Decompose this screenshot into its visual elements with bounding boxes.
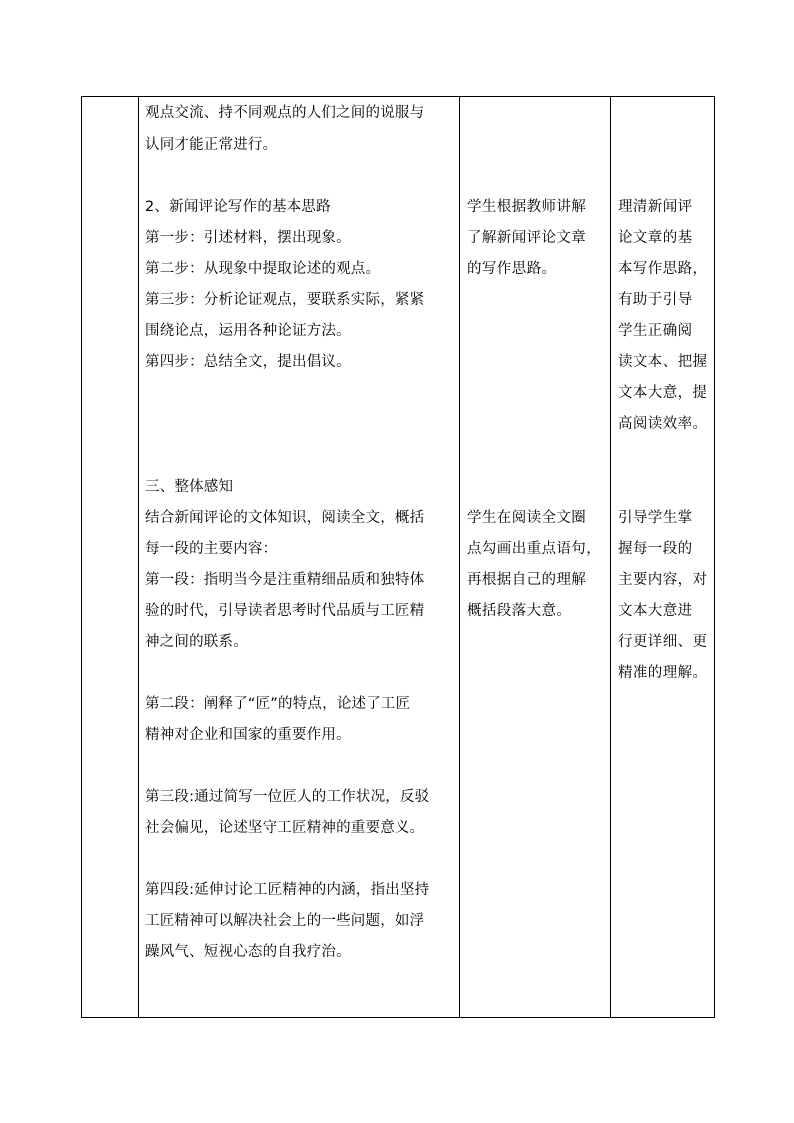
text-line: 高阅读效率。 [618,416,708,432]
student-activity-cell [467,97,607,1017]
text-line: 结合新闻评论的文体知识，阅读全文，概括 [145,510,425,526]
paragraph-summary-line: 第一段：指明当今是注重精细品质和独特体 [145,572,425,588]
text-line: 理清新闻评 [618,199,693,215]
step-line: 围绕论点，运用各种论证方法。 [145,323,351,339]
section-heading: 三、整体感知 [145,479,234,495]
text-line: 点勾画出重点语句， [467,541,602,557]
text-line: 再根据自己的理解 [467,572,587,588]
step-line: 第四步：总结全文，提出倡议。 [145,354,351,370]
paragraph-summary-line: 工匠精神可以解决社会上的一些问题，如浮 [145,913,425,929]
teaching-content-cell [145,97,455,1017]
paragraph-summary-line: 第二段：阐释了“匠”的特点，论述了工匠 [145,696,411,712]
text-line: 引导学生掌 [618,510,693,526]
text-line: 学生在阅读全文圈 [467,510,587,526]
column-divider [459,97,460,1017]
text-line: 论文章的基 [618,230,693,246]
paragraph-summary-line: 神之间的联系。 [145,634,248,650]
text-line: 主要内容，对 [618,572,708,588]
step-line: 第二步：从现象中提取论述的观点。 [145,261,381,277]
text-line: 文本大意，提 [618,385,708,401]
left-empty-cell [82,97,138,1017]
text-line: 学生根据教师讲解 [467,199,587,215]
text-line: 学生正确阅 [618,323,693,339]
paragraph-summary-line: 精神对企业和国家的重要作用。 [145,727,351,743]
text-line: 每一段的主要内容： [145,541,278,557]
text-line: 行更详细、更 [618,634,708,650]
column-divider [610,97,611,1017]
section-heading: 2、新闻评论写作的基本思路 [145,199,331,215]
text-line: 认同才能正常进行。 [145,137,278,153]
text-line: 了解新闻评论文章 [467,230,587,246]
text-line: 文本大意进 [618,603,693,619]
text-line: 观点交流、持不同观点的人们之间的说服与 [145,105,425,121]
text-line: 握每一段的 [618,541,693,557]
paragraph-summary-line: 社会偏见，论述坚守工匠精神的重要意义。 [145,820,425,836]
step-line: 第三步：分析论证观点，要联系实际，紧紧 [145,292,425,308]
paragraph-summary-line: 第四段:延伸讨论工匠精神的内涵，指出坚持 [145,882,430,898]
text-line: 读文本、把握 [618,354,708,370]
text-line: 的写作思路。 [467,261,557,277]
paragraph-summary-line: 第三段:通过简写一位匠人的工作状况，反驳 [145,789,430,805]
text-line: 有助于引导 [618,292,693,308]
paragraph-summary-line: 躁风气、短视心态的自我疗治。 [145,944,351,960]
step-line: 第一步：引述材料，摆出现象。 [145,230,351,246]
lesson-plan-table [81,96,715,1018]
text-line: 概括段落大意。 [467,603,572,619]
column-divider [138,97,139,1017]
paragraph-summary-line: 验的时代，引导读者思考时代品质与工匠精 [145,603,425,619]
text-line: 本写作思路， [618,261,708,277]
text-line: 精准的理解。 [618,665,708,681]
design-purpose-cell [618,97,714,1017]
